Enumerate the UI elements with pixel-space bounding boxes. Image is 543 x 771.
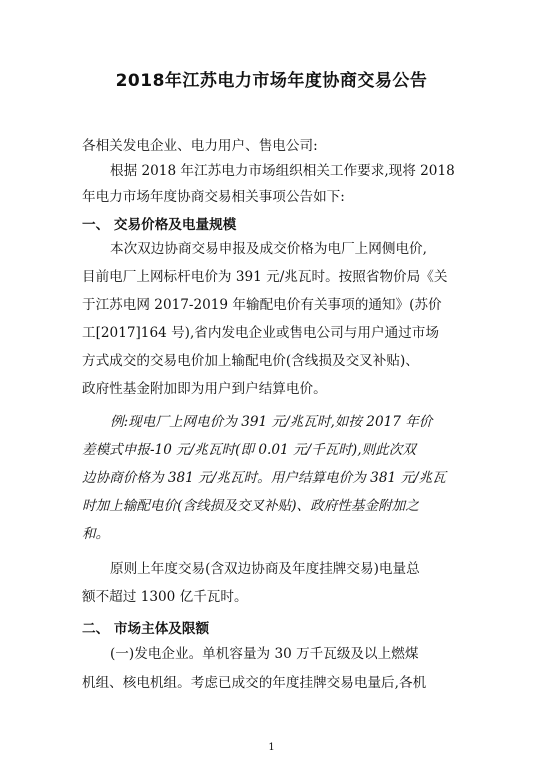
example-line: 和。 <box>82 526 110 542</box>
section-1-para-1-line: 目前电厂上网标杆电价为 391 元/兆瓦时。按照省物价局《关 <box>82 269 448 285</box>
intro-line-2: 年电力市场年度协商交易相关事项公告如下: <box>82 189 345 205</box>
section-1-para-2-line: 原则上年度交易(含双边协商及年度挂牌交易)电量总 <box>110 561 420 577</box>
example-line: 时加上输配电价(含线损及交叉补贴)、政府性基金附加之 <box>82 498 419 514</box>
document-title: 2018年江苏电力市场年度协商交易公告 <box>115 71 428 91</box>
section-1-para-1-line: 工[2017]164 号),省内发电企业或售电公司与用户通过市场 <box>82 325 439 341</box>
section-1-heading: 一、 交易价格及电量规模 <box>82 217 237 233</box>
example-line: 例:现电厂上网电价为 391 元/兆瓦时,如按 2017 年价 <box>110 414 433 430</box>
example-line: 边协商价格为 381 元/兆瓦时。用户结算电价为 381 元/兆瓦 <box>82 470 446 486</box>
section-1-para-1-line: 政府性基金附加即为用户到户结算电价。 <box>82 381 327 397</box>
section-2-para-1-line: 机组、核电机组。考虑已成交的年度挂牌交易电量后,各机 <box>82 675 427 691</box>
page-number: 1 <box>268 742 275 753</box>
section-1-para-1-line: 本次双边协商交易申报及成交价格为电厂上网侧电价, <box>110 241 427 257</box>
intro-line-1: 根据 2018 年江苏电力市场组织相关工作要求,现将 2018 <box>110 163 455 179</box>
section-2-heading: 二、 市场主体及限额 <box>82 621 210 637</box>
section-1-para-1-line: 于江苏电网 2017-2019 年输配电价有关事项的通知》(苏价 <box>82 297 442 313</box>
example-line: 差模式申报-10 元/兆瓦时(即 0.01 元/千瓦时),则此次双 <box>82 442 416 458</box>
section-1-para-1-line: 方式成交的交易电价加上输配电价(含线损及交叉补贴)、 <box>82 353 419 369</box>
section-1-para-2-line: 额不超过 1300 亿千瓦时。 <box>82 589 248 605</box>
salutation: 各相关发电企业、电力用户、售电公司: <box>82 138 318 154</box>
section-2-para-1-line: (一)发电企业。单机容量为 30 万千瓦级及以上燃煤 <box>110 646 419 662</box>
